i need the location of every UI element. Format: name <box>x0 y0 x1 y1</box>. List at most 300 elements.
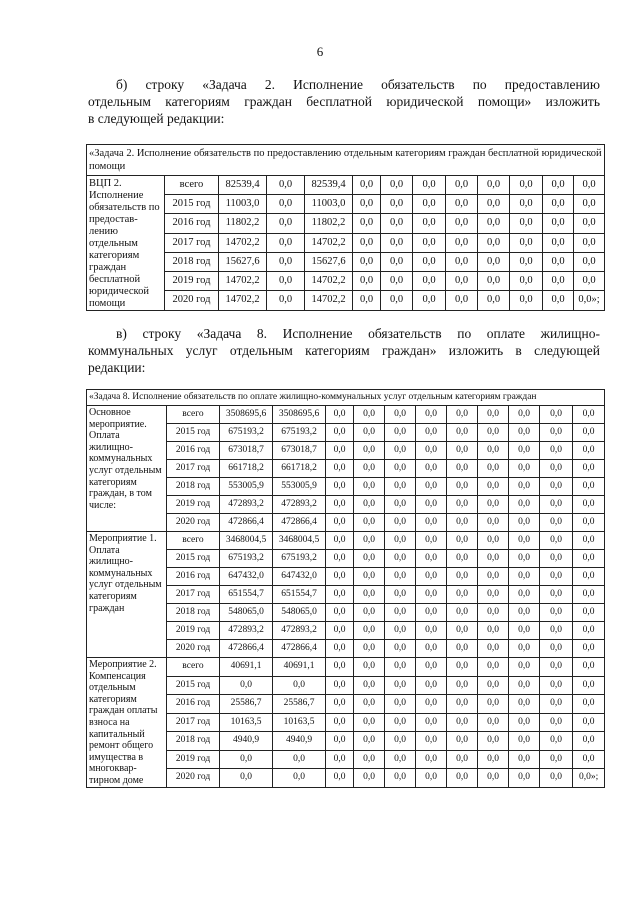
value-cell: 0,0 <box>416 442 447 460</box>
value-cell: 0,0 <box>447 695 478 714</box>
value-cell: 0,0 <box>447 732 478 751</box>
value-cell: 0,0 <box>478 769 509 788</box>
paragraph-v-line: редакции: <box>88 360 146 375</box>
value-cell: 675193,2 <box>220 424 273 442</box>
value-cell: 0,0 <box>326 532 354 550</box>
value-cell: 0,0 <box>326 640 354 658</box>
value-cell: 0,0 <box>353 291 381 310</box>
value-cell: 548065,0 <box>220 604 273 622</box>
row-group-label: Мероприятие 1. Оплата жилищно-коммунальных услуг отдельным категориям граждан <box>87 532 167 658</box>
value-cell: 0,0 <box>413 272 446 291</box>
value-cell: 0,0 <box>446 233 478 252</box>
value-cell: 0,0 <box>416 732 447 751</box>
period-cell: 2017 год <box>167 713 220 732</box>
value-cell: 0,0 <box>574 214 605 233</box>
value-cell: 0,0 <box>447 424 478 442</box>
value-cell: 651554,7 <box>220 586 273 604</box>
value-cell: 0,0 <box>353 252 381 271</box>
value-cell: 0,0 <box>413 176 446 195</box>
value-cell: 0,0 <box>354 695 385 714</box>
value-cell: 0,0 <box>447 750 478 769</box>
value-cell: 0,0 <box>509 478 540 496</box>
value-cell: 0,0 <box>416 640 447 658</box>
paragraph-b-line: отдельным категориям граждан бесплатной юридической помощи» изложить <box>88 94 600 109</box>
value-cell: 0,0 <box>385 713 416 732</box>
value-cell: 4940,9 <box>220 732 273 751</box>
value-cell: 0,0 <box>510 214 543 233</box>
value-cell: 0,0 <box>543 195 574 214</box>
period-cell: 2018 год <box>167 732 220 751</box>
value-cell: 14702,2 <box>305 272 353 291</box>
value-cell: 0,0 <box>447 496 478 514</box>
value-cell: 0,0 <box>416 532 447 550</box>
value-cell: 0,0 <box>574 195 605 214</box>
value-cell: 0,0 <box>573 514 605 532</box>
value-cell: 0,0 <box>478 568 509 586</box>
value-cell: 0,0 <box>416 586 447 604</box>
value-cell: 0,0 <box>446 272 478 291</box>
value-cell: 0,0 <box>509 460 540 478</box>
value-cell: 10163,5 <box>273 713 326 732</box>
period-cell: 2019 год <box>165 272 219 291</box>
value-cell: 0,0 <box>540 695 573 714</box>
value-cell: 0,0 <box>354 604 385 622</box>
value-cell: 0,0 <box>478 478 509 496</box>
value-cell: 0,0 <box>273 676 326 695</box>
period-cell: 2019 год <box>167 750 220 769</box>
value-cell: 10163,5 <box>220 713 273 732</box>
value-cell: 0,0 <box>326 750 354 769</box>
value-cell: 548065,0 <box>273 604 326 622</box>
value-cell: 0,0 <box>509 658 540 677</box>
value-cell: 0,0 <box>326 496 354 514</box>
value-cell: 0,0 <box>478 442 509 460</box>
value-cell: 0,0 <box>354 769 385 788</box>
value-cell: 0,0 <box>478 496 509 514</box>
value-cell: 0,0 <box>478 732 509 751</box>
value-cell: 0,0 <box>540 568 573 586</box>
table-row <box>87 233 605 252</box>
period-cell: 2018 год <box>167 478 220 496</box>
value-cell: 0,0 <box>543 176 574 195</box>
value-cell: 0,0 <box>326 713 354 732</box>
value-cell: 0,0 <box>385 640 416 658</box>
value-cell: 0,0 <box>385 514 416 532</box>
value-cell: 0,0 <box>540 586 573 604</box>
value-cell: 0,0 <box>510 291 543 310</box>
value-cell: 0,0 <box>220 769 273 788</box>
value-cell: 0,0 <box>573 640 605 658</box>
value-cell: 0,0 <box>543 233 574 252</box>
value-cell: 0,0 <box>385 568 416 586</box>
value-cell: 0,0 <box>354 442 385 460</box>
table-row <box>87 214 605 233</box>
value-cell: 0,0 <box>326 568 354 586</box>
value-cell: 0,0 <box>509 424 540 442</box>
value-cell: 14702,2 <box>305 291 353 310</box>
value-cell: 0,0 <box>573 478 605 496</box>
value-cell: 0,0 <box>385 532 416 550</box>
value-cell: 0,0 <box>267 291 305 310</box>
value-cell: 0,0 <box>353 176 381 195</box>
value-cell: 0,0 <box>478 291 510 310</box>
value-cell: 661718,2 <box>273 460 326 478</box>
value-cell: 472866,4 <box>220 640 273 658</box>
value-cell: 0,0 <box>573 676 605 695</box>
value-cell: 0,0 <box>354 550 385 568</box>
value-cell: 0,0 <box>509 750 540 769</box>
value-cell: 0,0 <box>385 676 416 695</box>
value-cell: 11003,0 <box>219 195 267 214</box>
value-cell: 0,0 <box>540 640 573 658</box>
period-cell: 2018 год <box>167 604 220 622</box>
period-cell: всего <box>165 176 219 195</box>
value-cell: 0,0 <box>447 478 478 496</box>
value-cell: 0,0 <box>540 676 573 695</box>
value-cell: 0,0 <box>510 233 543 252</box>
value-cell: 0,0 <box>354 586 385 604</box>
value-cell: 0,0 <box>385 769 416 788</box>
value-cell: 472866,4 <box>273 514 326 532</box>
period-cell: всего <box>167 532 220 550</box>
value-cell: 0,0 <box>540 604 573 622</box>
value-cell: 0,0 <box>385 658 416 677</box>
value-cell: 0,0 <box>478 214 510 233</box>
value-cell: 472893,2 <box>273 622 326 640</box>
value-cell: 0,0 <box>573 532 605 550</box>
value-cell: 0,0 <box>413 195 446 214</box>
value-cell: 0,0 <box>446 252 478 271</box>
value-cell: 0,0 <box>510 176 543 195</box>
value-cell: 0,0 <box>573 622 605 640</box>
value-cell: 0,0 <box>354 496 385 514</box>
value-cell: 0,0 <box>510 252 543 271</box>
value-cell: 0,0 <box>509 586 540 604</box>
value-cell: 0,0 <box>540 658 573 677</box>
value-cell: 0,0 <box>540 424 573 442</box>
value-cell: 0,0 <box>326 769 354 788</box>
table-row <box>87 272 605 291</box>
value-cell: 0,0 <box>509 676 540 695</box>
value-cell: 0,0 <box>326 732 354 751</box>
period-cell: 2016 год <box>167 568 220 586</box>
value-cell: 0,0 <box>478 252 510 271</box>
value-cell: 0,0 <box>573 695 605 714</box>
period-cell: 2020 год <box>167 640 220 658</box>
value-cell: 0,0 <box>540 622 573 640</box>
table-row <box>87 195 605 214</box>
paragraph-b-line: в следующей редакции: <box>88 111 225 126</box>
period-cell: всего <box>167 406 220 424</box>
value-cell: 0,0 <box>385 496 416 514</box>
value-cell: 25586,7 <box>220 695 273 714</box>
value-cell: 0,0 <box>478 713 509 732</box>
value-cell: 0,0 <box>326 586 354 604</box>
value-cell: 0,0 <box>478 424 509 442</box>
value-cell: 0,0 <box>381 291 413 310</box>
value-cell: 0,0 <box>416 424 447 442</box>
value-cell: 0,0 <box>447 550 478 568</box>
value-cell: 0,0 <box>543 272 574 291</box>
table-header-cell: «Задача 8. Исполнение обязательств по оплате жилищно-коммунальных услуг отдельным категориям граждан <box>87 390 605 406</box>
value-cell: 14702,2 <box>219 291 267 310</box>
value-cell: 0,0 <box>447 622 478 640</box>
value-cell: 0,0 <box>478 695 509 714</box>
value-cell: 0,0 <box>478 550 509 568</box>
value-cell: 0,0 <box>509 550 540 568</box>
value-cell: 0,0 <box>416 676 447 695</box>
value-cell: 472893,2 <box>273 496 326 514</box>
value-cell: 0,0 <box>574 252 605 271</box>
value-cell: 15627,6 <box>219 252 267 271</box>
value-cell: 11802,2 <box>219 214 267 233</box>
value-cell: 0,0 <box>385 406 416 424</box>
value-cell: 0,0 <box>573 460 605 478</box>
period-cell: 2015 год <box>167 550 220 568</box>
value-cell: 0,0 <box>447 532 478 550</box>
value-cell: 0,0 <box>353 272 381 291</box>
value-cell: 0,0 <box>509 406 540 424</box>
value-cell: 3468004,5 <box>273 532 326 550</box>
value-cell: 0,0 <box>354 713 385 732</box>
value-cell: 675193,2 <box>220 550 273 568</box>
value-cell: 0,0 <box>354 732 385 751</box>
value-cell: 0,0 <box>447 514 478 532</box>
value-cell: 0,0»; <box>573 769 605 788</box>
value-cell: 472866,4 <box>220 514 273 532</box>
task2-table <box>86 144 605 311</box>
value-cell: 0,0 <box>354 640 385 658</box>
value-cell: 0,0 <box>385 424 416 442</box>
value-cell: 0,0 <box>447 640 478 658</box>
value-cell: 0,0 <box>353 214 381 233</box>
value-cell: 40691,1 <box>220 658 273 677</box>
value-cell: 0,0 <box>509 713 540 732</box>
value-cell: 0,0 <box>354 750 385 769</box>
value-cell: 0,0 <box>326 658 354 677</box>
value-cell: 0,0 <box>573 406 605 424</box>
value-cell: 0,0 <box>381 233 413 252</box>
value-cell: 0,0 <box>573 496 605 514</box>
period-cell: 2020 год <box>167 769 220 788</box>
value-cell: 0,0 <box>354 568 385 586</box>
value-cell: 0,0 <box>478 586 509 604</box>
value-cell: 0,0 <box>353 233 381 252</box>
value-cell: 0,0 <box>326 514 354 532</box>
value-cell: 0,0 <box>478 406 509 424</box>
value-cell: 0,0 <box>573 550 605 568</box>
value-cell: 0,0 <box>273 750 326 769</box>
page-number: 6 <box>316 44 324 59</box>
value-cell: 0,0 <box>509 732 540 751</box>
value-cell: 0,0 <box>416 496 447 514</box>
value-cell: 11003,0 <box>305 195 353 214</box>
value-cell: 472866,4 <box>273 640 326 658</box>
value-cell: 0,0 <box>510 195 543 214</box>
value-cell: 0,0 <box>540 532 573 550</box>
value-cell: 0,0 <box>416 658 447 677</box>
period-cell: 2019 год <box>167 496 220 514</box>
value-cell: 0,0 <box>416 478 447 496</box>
value-cell: 82539,4 <box>219 176 267 195</box>
value-cell: 0,0 <box>416 550 447 568</box>
paragraph-v-line: в) строку «Задача 8. Исполнение обязательств по оплате жилищно- <box>116 326 600 341</box>
value-cell: 0,0 <box>478 195 510 214</box>
value-cell: 0,0 <box>385 478 416 496</box>
period-cell: 2016 год <box>167 442 220 460</box>
value-cell: 0,0 <box>413 214 446 233</box>
value-cell: 0,0 <box>540 769 573 788</box>
value-cell: 0,0 <box>447 568 478 586</box>
value-cell: 553005,9 <box>273 478 326 496</box>
paragraph-v <box>88 325 600 376</box>
value-cell: 0,0 <box>416 695 447 714</box>
value-cell: 0,0 <box>478 640 509 658</box>
value-cell: 0,0 <box>478 460 509 478</box>
value-cell: 0,0 <box>540 442 573 460</box>
task8-table <box>86 389 605 788</box>
value-cell: 0,0 <box>573 713 605 732</box>
value-cell: 0,0 <box>446 214 478 233</box>
value-cell: 0,0 <box>574 272 605 291</box>
value-cell: 14702,2 <box>219 233 267 252</box>
value-cell: 0,0 <box>326 424 354 442</box>
value-cell: 0,0 <box>326 622 354 640</box>
value-cell: 0,0 <box>447 586 478 604</box>
value-cell: 553005,9 <box>220 478 273 496</box>
value-cell: 0,0 <box>354 532 385 550</box>
value-cell: 0,0 <box>354 424 385 442</box>
value-cell: 0,0 <box>416 406 447 424</box>
table-row <box>87 532 605 550</box>
value-cell: 0,0 <box>267 233 305 252</box>
value-cell: 0,0 <box>447 604 478 622</box>
value-cell: 472893,2 <box>220 622 273 640</box>
value-cell: 0,0 <box>478 604 509 622</box>
value-cell: 82539,4 <box>305 176 353 195</box>
value-cell: 0,0 <box>385 586 416 604</box>
value-cell: 0,0 <box>540 406 573 424</box>
value-cell: 0,0 <box>540 478 573 496</box>
value-cell: 0,0 <box>416 622 447 640</box>
value-cell: 651554,7 <box>273 586 326 604</box>
value-cell: 0,0 <box>447 713 478 732</box>
value-cell: 0,0 <box>543 291 574 310</box>
paragraph-b <box>88 76 600 127</box>
value-cell: 0,0 <box>326 478 354 496</box>
table-header-cell: «Задача 2. Исполнение обязательств по предоставлению отдельным категориям граждан бесплатной юридической помощи <box>87 145 605 176</box>
period-cell: 2020 год <box>165 291 219 310</box>
value-cell: 0,0 <box>413 233 446 252</box>
value-cell: 0,0 <box>385 442 416 460</box>
value-cell: 0,0 <box>573 568 605 586</box>
value-cell: 0,0 <box>478 676 509 695</box>
value-cell: 0,0 <box>413 252 446 271</box>
value-cell: 0,0 <box>478 658 509 677</box>
value-cell: 0,0 <box>447 460 478 478</box>
value-cell: 0,0 <box>416 604 447 622</box>
value-cell: 0,0 <box>509 622 540 640</box>
value-cell: 0,0 <box>540 732 573 751</box>
value-cell: 0,0 <box>354 622 385 640</box>
value-cell: 673018,7 <box>220 442 273 460</box>
value-cell: 0,0 <box>354 676 385 695</box>
value-cell: 0,0 <box>416 514 447 532</box>
value-cell: 0,0 <box>385 550 416 568</box>
value-cell: 0,0 <box>326 406 354 424</box>
table-row <box>87 658 605 677</box>
period-cell: 2016 год <box>165 214 219 233</box>
value-cell: 0,0 <box>573 732 605 751</box>
value-cell: 0,0 <box>540 514 573 532</box>
paragraph-v-line: коммунальных услуг отдельным категориям граждан» изложить в следующей <box>88 343 600 358</box>
value-cell: 0,0 <box>354 406 385 424</box>
value-cell: 0,0 <box>478 272 510 291</box>
value-cell: 0,0 <box>447 676 478 695</box>
value-cell: 0,0 <box>385 622 416 640</box>
value-cell: 0,0 <box>478 622 509 640</box>
period-cell: всего <box>167 658 220 677</box>
period-cell: 2015 год <box>165 195 219 214</box>
value-cell: 675193,2 <box>273 424 326 442</box>
value-cell: 0,0 <box>381 176 413 195</box>
value-cell: 15627,6 <box>305 252 353 271</box>
period-cell: 2015 год <box>167 676 220 695</box>
value-cell: 4940,9 <box>273 732 326 751</box>
value-cell: 0,0 <box>416 568 447 586</box>
value-cell: 0,0 <box>354 460 385 478</box>
value-cell: 0,0 <box>510 272 543 291</box>
value-cell: 0,0 <box>573 586 605 604</box>
value-cell: 673018,7 <box>273 442 326 460</box>
value-cell: 0,0 <box>447 658 478 677</box>
value-cell: 0,0 <box>381 214 413 233</box>
value-cell: 0,0 <box>220 750 273 769</box>
value-cell: 661718,2 <box>220 460 273 478</box>
value-cell: 3508695,6 <box>220 406 273 424</box>
value-cell: 0,0 <box>574 176 605 195</box>
value-cell: 0,0 <box>509 769 540 788</box>
value-cell: 0,0 <box>543 252 574 271</box>
table-row <box>87 406 605 424</box>
table-row <box>87 252 605 271</box>
period-cell: 2017 год <box>167 460 220 478</box>
period-cell: 2017 год <box>165 233 219 252</box>
value-cell: 0,0 <box>478 750 509 769</box>
value-cell: 0,0 <box>326 604 354 622</box>
value-cell: 3508695,6 <box>273 406 326 424</box>
value-cell: 0,0 <box>509 442 540 460</box>
row-group-label: Основное мероприятие. Оплата жилищно-коммунальных услуг отдельным категориям граждан, в том числе: <box>87 406 167 532</box>
value-cell: 0,0 <box>413 291 446 310</box>
value-cell: 472893,2 <box>220 496 273 514</box>
value-cell: 0,0 <box>326 550 354 568</box>
value-cell: 0,0 <box>354 514 385 532</box>
value-cell: 675193,2 <box>273 550 326 568</box>
value-cell: 14702,2 <box>305 233 353 252</box>
value-cell: 0,0»; <box>574 291 605 310</box>
value-cell: 0,0 <box>540 460 573 478</box>
value-cell: 0,0 <box>416 713 447 732</box>
value-cell: 0,0 <box>381 195 413 214</box>
value-cell: 0,0 <box>385 750 416 769</box>
value-cell: 0,0 <box>267 176 305 195</box>
value-cell: 0,0 <box>573 442 605 460</box>
value-cell: 0,0 <box>447 406 478 424</box>
value-cell: 0,0 <box>509 532 540 550</box>
value-cell: 0,0 <box>326 676 354 695</box>
value-cell: 0,0 <box>326 460 354 478</box>
